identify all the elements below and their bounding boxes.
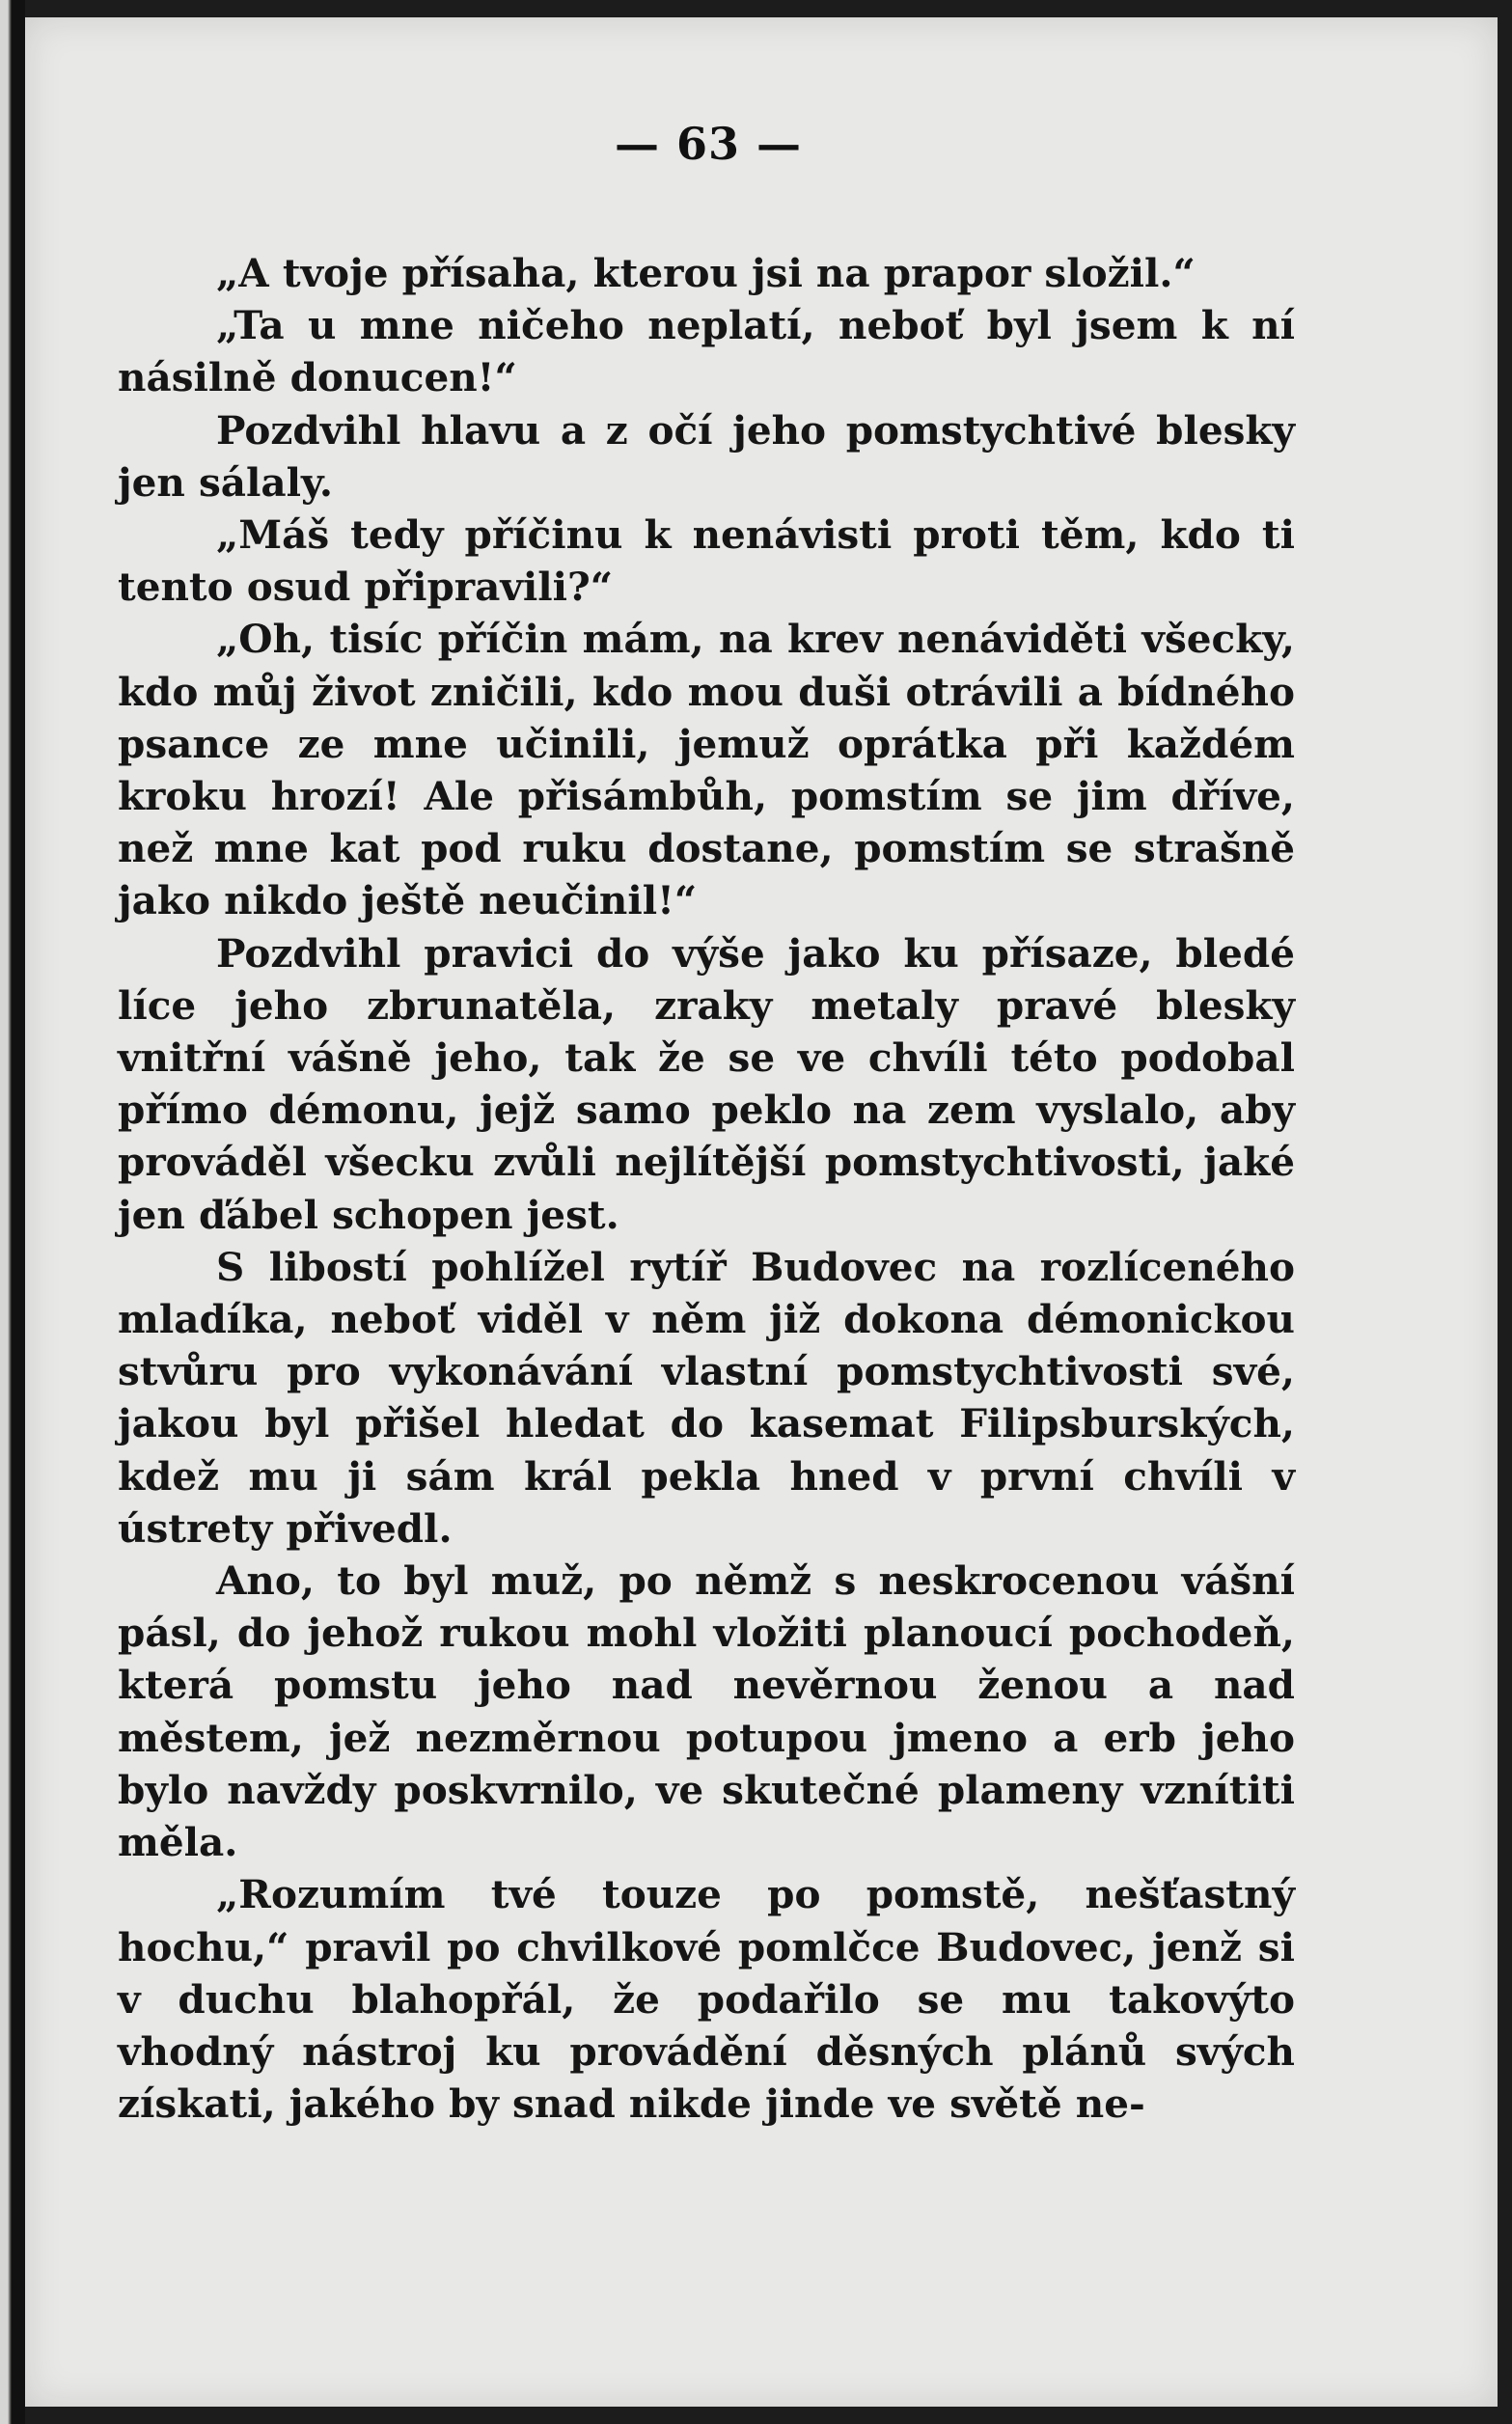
paragraph: „Máš tedy příčinu k nenávisti proti těm, kdo ti tento osud připravili?“ [118, 511, 1295, 611]
paragraph: „A tvoje přísaha, kterou jsi na prapor složil.“ [216, 250, 1196, 296]
body-text [118, 247, 1295, 2130]
page-sheet [25, 17, 1498, 2407]
paragraph: S libostí pohlížel rytíř Budovec na rozlíceného mladíka, neboť viděl v něm již dokona démonickou stvůru pro vykonávání vlastní pomstychtivosti své, jakou byl přišel hledat do kasemat Filipsburských, kdež mu ji sám král pekla hned v první chvíli v ústrety přivedl. [118, 1243, 1295, 1552]
paragraph: Pozdvihl pravici do výše jako ku přísaze, bledé líce jeho zbrunatěla, zraky metaly pravé blesky vnitřní vášně jeho, tak že se ve chvíli této podobal přímo démonu, jejž samo peklo na zem vyslalo, aby prováděl všecku zvůli nejlítější pomstychtivosti, jaké jen ďábel schopen jest. [118, 929, 1295, 1238]
paragraph: „Ta u mne ničeho neplatí, neboť byl jsem k ní násilně donucen!“ [118, 302, 1295, 401]
page-number: — 63 — [614, 118, 803, 170]
paragraph: „Rozumím tvé touze po pomstě, nešťastný hochu,“ pravil po chvilkové pomlčce Budovec, jenž si v duchu blahopřál, že podařilo se mu takovýto vhodný nástroj ku provádění děsných plánů svých získati, jakého by snad nikde jinde ve světě ne- [118, 1871, 1295, 2128]
paragraph: Pozdvihl hlavu a z očí jeho pomstychtivé blesky jen sálaly. [118, 406, 1295, 506]
paragraph: Ano, to byl muž, po němž s neskrocenou vášní pásl, do jehož rukou mohl vložiti planoucí pochodeň, která pomstu jeho nad nevěrnou ženou a nad městem, jež nezměrnou potupou jmeno a erb jeho bylo navždy poskvrnilo, ve skutečné plameny vznítiti měla. [118, 1557, 1295, 1866]
book-spine-edge [0, 0, 25, 2424]
paragraph: „Oh, tisíc příčin mám, na krev nenáviděti všecky, kdo můj život zničili, kdo mou duši otrávili a bídného psance ze mne učinili, jemuž oprátka při každém kroku hrozí! Ale přisámbůh, pomstím se jim dříve, než mne kat pod ruku dostane, pomstím se strašně jako nikdo ještě neučinil!“ [118, 616, 1295, 924]
